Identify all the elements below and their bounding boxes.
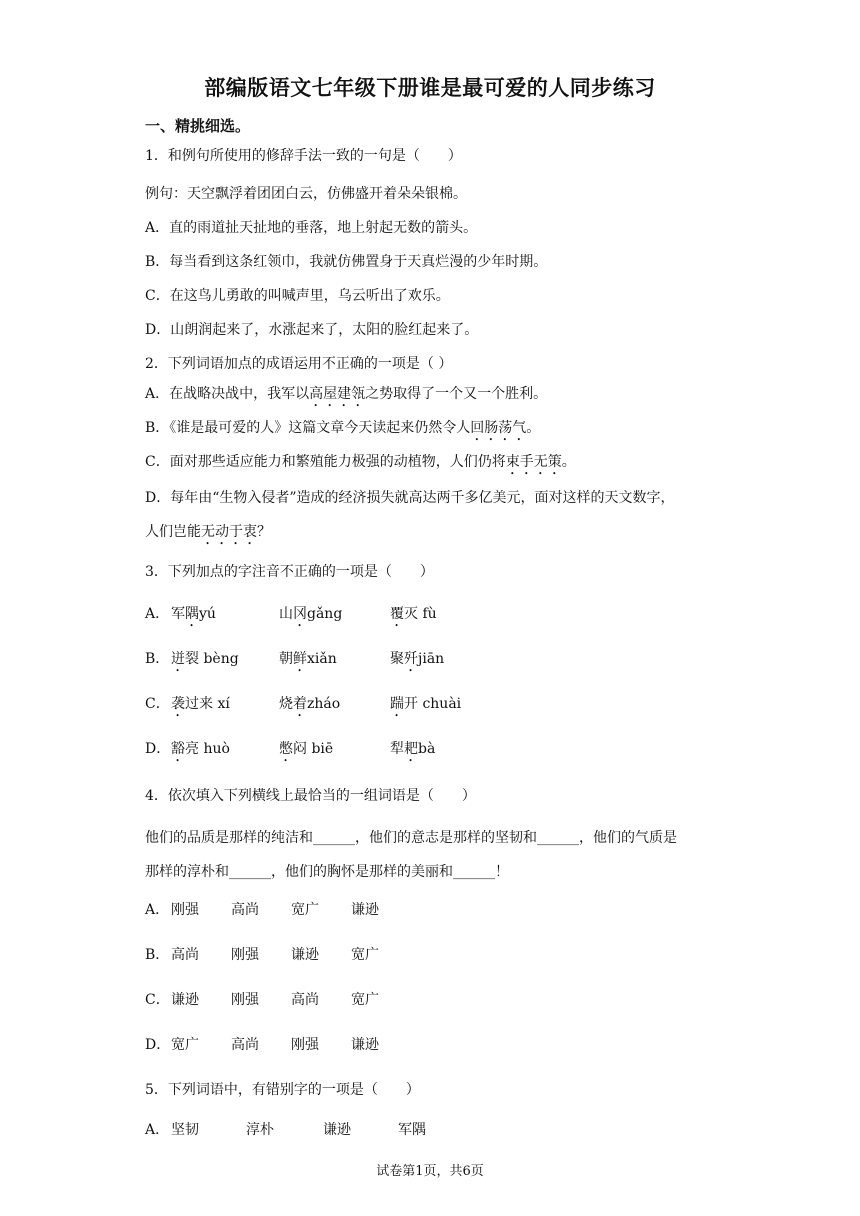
pinyin-item: 烧着zháo bbox=[279, 694, 340, 720]
option-label: B． bbox=[145, 947, 170, 963]
q4-passage-line2: 那样的淳朴和______，他们的胸怀是那样的美丽和______！ bbox=[145, 864, 509, 880]
q4-option-row bbox=[145, 945, 379, 965]
option-label: D． bbox=[145, 1037, 171, 1053]
option-word: 高尚 bbox=[231, 1037, 259, 1053]
emphasized-idiom: 高屋建瓴 bbox=[309, 386, 366, 402]
pinyin-item: 军隅yú bbox=[171, 604, 216, 630]
option-word: 刚强 bbox=[171, 902, 199, 918]
option-word: 宽广 bbox=[171, 1037, 199, 1053]
emphasized-char: 歼 bbox=[404, 651, 418, 667]
q1-option-b: B．每当看到这条红领巾，我就仿佛置身于天真烂漫的少年时期。 bbox=[145, 254, 548, 270]
emphasized-char: 冈 bbox=[293, 606, 307, 622]
option-word: 刚强 bbox=[231, 947, 259, 963]
q1-option-d: D．山朗润起来了，水涨起来了，太阳的脸红起来了。 bbox=[145, 322, 479, 338]
emphasized-char: 憋 bbox=[279, 741, 293, 757]
emphasized-char: 袭 bbox=[171, 696, 185, 712]
pinyin-item: 覆灭 fù bbox=[390, 604, 437, 630]
pinyin-item: 山冈gǎng bbox=[279, 604, 342, 630]
page-title: 部编版语文七年级下册谁是最可爱的人同步练习 bbox=[204, 76, 656, 100]
option-word: 宽广 bbox=[351, 992, 379, 1008]
option-word: 宽广 bbox=[351, 947, 379, 963]
emphasized-char: 隅 bbox=[185, 606, 199, 622]
emphasized-idiom: 回肠荡气 bbox=[470, 420, 527, 436]
q5-stem: 5．下列词语中，有错别字的一项是（ ） bbox=[145, 1082, 420, 1098]
option-word: 谦逊 bbox=[351, 902, 379, 918]
option-label: A． bbox=[145, 1122, 170, 1138]
q2-option-d-line1: D．每年由“生物入侵者”造成的经济损失就高达两千多亿美元，面对这样的天文数字， bbox=[145, 490, 675, 506]
pinyin-item: 聚歼jiān bbox=[390, 649, 444, 675]
option-word: 谦逊 bbox=[291, 947, 319, 963]
pinyin-item: 朝鲜xiǎn bbox=[279, 649, 337, 675]
q2-option-a: A．在战略决战中，我军以高屋建瓴之势取得了一个又一个胜利。 bbox=[145, 386, 548, 402]
q4-passage-line1: 他们的品质是那样的纯洁和______，他们的意志是那样的坚韧和______，他们的气质是 bbox=[145, 830, 677, 846]
q1-example: 例句：天空飘浮着团团白云，仿佛盛开着朵朵银棉。 bbox=[145, 186, 467, 202]
option-word: 坚韧 bbox=[171, 1122, 199, 1138]
pinyin-item: 踹开 chuài bbox=[390, 694, 461, 720]
emphasized-char: 着 bbox=[293, 696, 307, 712]
q3-stem: 3．下列加点的字注音不正确的一项是（ ） bbox=[145, 564, 434, 580]
q4-option-row bbox=[145, 990, 379, 1010]
q2-option-d-line2: 人们岂能无动于衷？ bbox=[145, 524, 271, 540]
option-label: C． bbox=[145, 696, 170, 712]
emphasized-char: 豁 bbox=[171, 741, 185, 757]
q4-stem: 4．依次填入下列横线上最恰当的一组词语是（ ） bbox=[145, 788, 476, 804]
emphasized-char: 迸 bbox=[171, 651, 185, 667]
emphasized-idiom: 束手无策 bbox=[505, 454, 562, 470]
option-word: 刚强 bbox=[291, 1037, 319, 1053]
q4-option-row bbox=[145, 1035, 379, 1055]
page-footer: 试卷第1页，共6页 bbox=[376, 1164, 484, 1179]
emphasized-idiom: 无动于衷 bbox=[201, 524, 257, 540]
q5-option-row bbox=[145, 1120, 426, 1140]
option-word: 淳朴 bbox=[246, 1122, 274, 1138]
section-heading: 一、精挑细选。 bbox=[145, 117, 251, 135]
option-word: 谦逊 bbox=[323, 1122, 351, 1138]
option-label: C． bbox=[145, 992, 170, 1008]
option-word: 刚强 bbox=[231, 992, 259, 1008]
q3-option-row bbox=[145, 604, 437, 624]
emphasized-char: 耙 bbox=[404, 741, 418, 757]
option-word: 谦逊 bbox=[171, 992, 199, 1008]
q1-stem: 1．和例句所使用的修辞手法一致的一句是（ ） bbox=[145, 148, 462, 164]
pinyin-item: 袭过来 xí bbox=[171, 694, 230, 720]
pinyin-item: 犁耙bà bbox=[390, 739, 435, 765]
q2-option-b: B．《谁是最可爱的人》这篇文章今天读起来仍然令人回肠荡气。 bbox=[145, 420, 541, 436]
pinyin-item: 豁亮 huò bbox=[171, 739, 230, 765]
pinyin-item: 憋闷 biē bbox=[279, 739, 333, 765]
q3-option-row bbox=[145, 739, 436, 759]
option-word: 高尚 bbox=[291, 992, 319, 1008]
option-word: 宽广 bbox=[291, 902, 319, 918]
q2-option-c: C．面对那些适应能力和繁殖能力极强的动植物，人们仍将束手无策。 bbox=[145, 454, 576, 470]
option-label: D． bbox=[145, 741, 171, 757]
q1-option-c: C．在这鸟儿勇敢的叫喊声里，乌云听出了欢乐。 bbox=[145, 288, 450, 304]
option-word: 军隅 bbox=[398, 1122, 426, 1138]
emphasized-char: 踹 bbox=[390, 696, 404, 712]
q1-option-a: A．直的雨道扯天扯地的垂落，地上射起无数的箭头。 bbox=[145, 220, 478, 236]
q4-option-row bbox=[145, 900, 379, 920]
option-label: B． bbox=[145, 651, 170, 667]
option-word: 高尚 bbox=[231, 902, 259, 918]
q2-stem: 2．下列词语加点的成语运用不正确的一项是（ ） bbox=[145, 356, 453, 372]
emphasized-char: 鲜 bbox=[293, 651, 307, 667]
pinyin-item: 迸裂 bèng bbox=[171, 649, 239, 675]
option-word: 谦逊 bbox=[351, 1037, 379, 1053]
option-label: A． bbox=[145, 902, 170, 918]
q3-option-row bbox=[145, 694, 462, 714]
emphasized-char: 覆 bbox=[390, 606, 404, 622]
q3-option-row bbox=[145, 649, 445, 669]
option-label: A． bbox=[145, 606, 170, 622]
option-word: 高尚 bbox=[171, 947, 199, 963]
